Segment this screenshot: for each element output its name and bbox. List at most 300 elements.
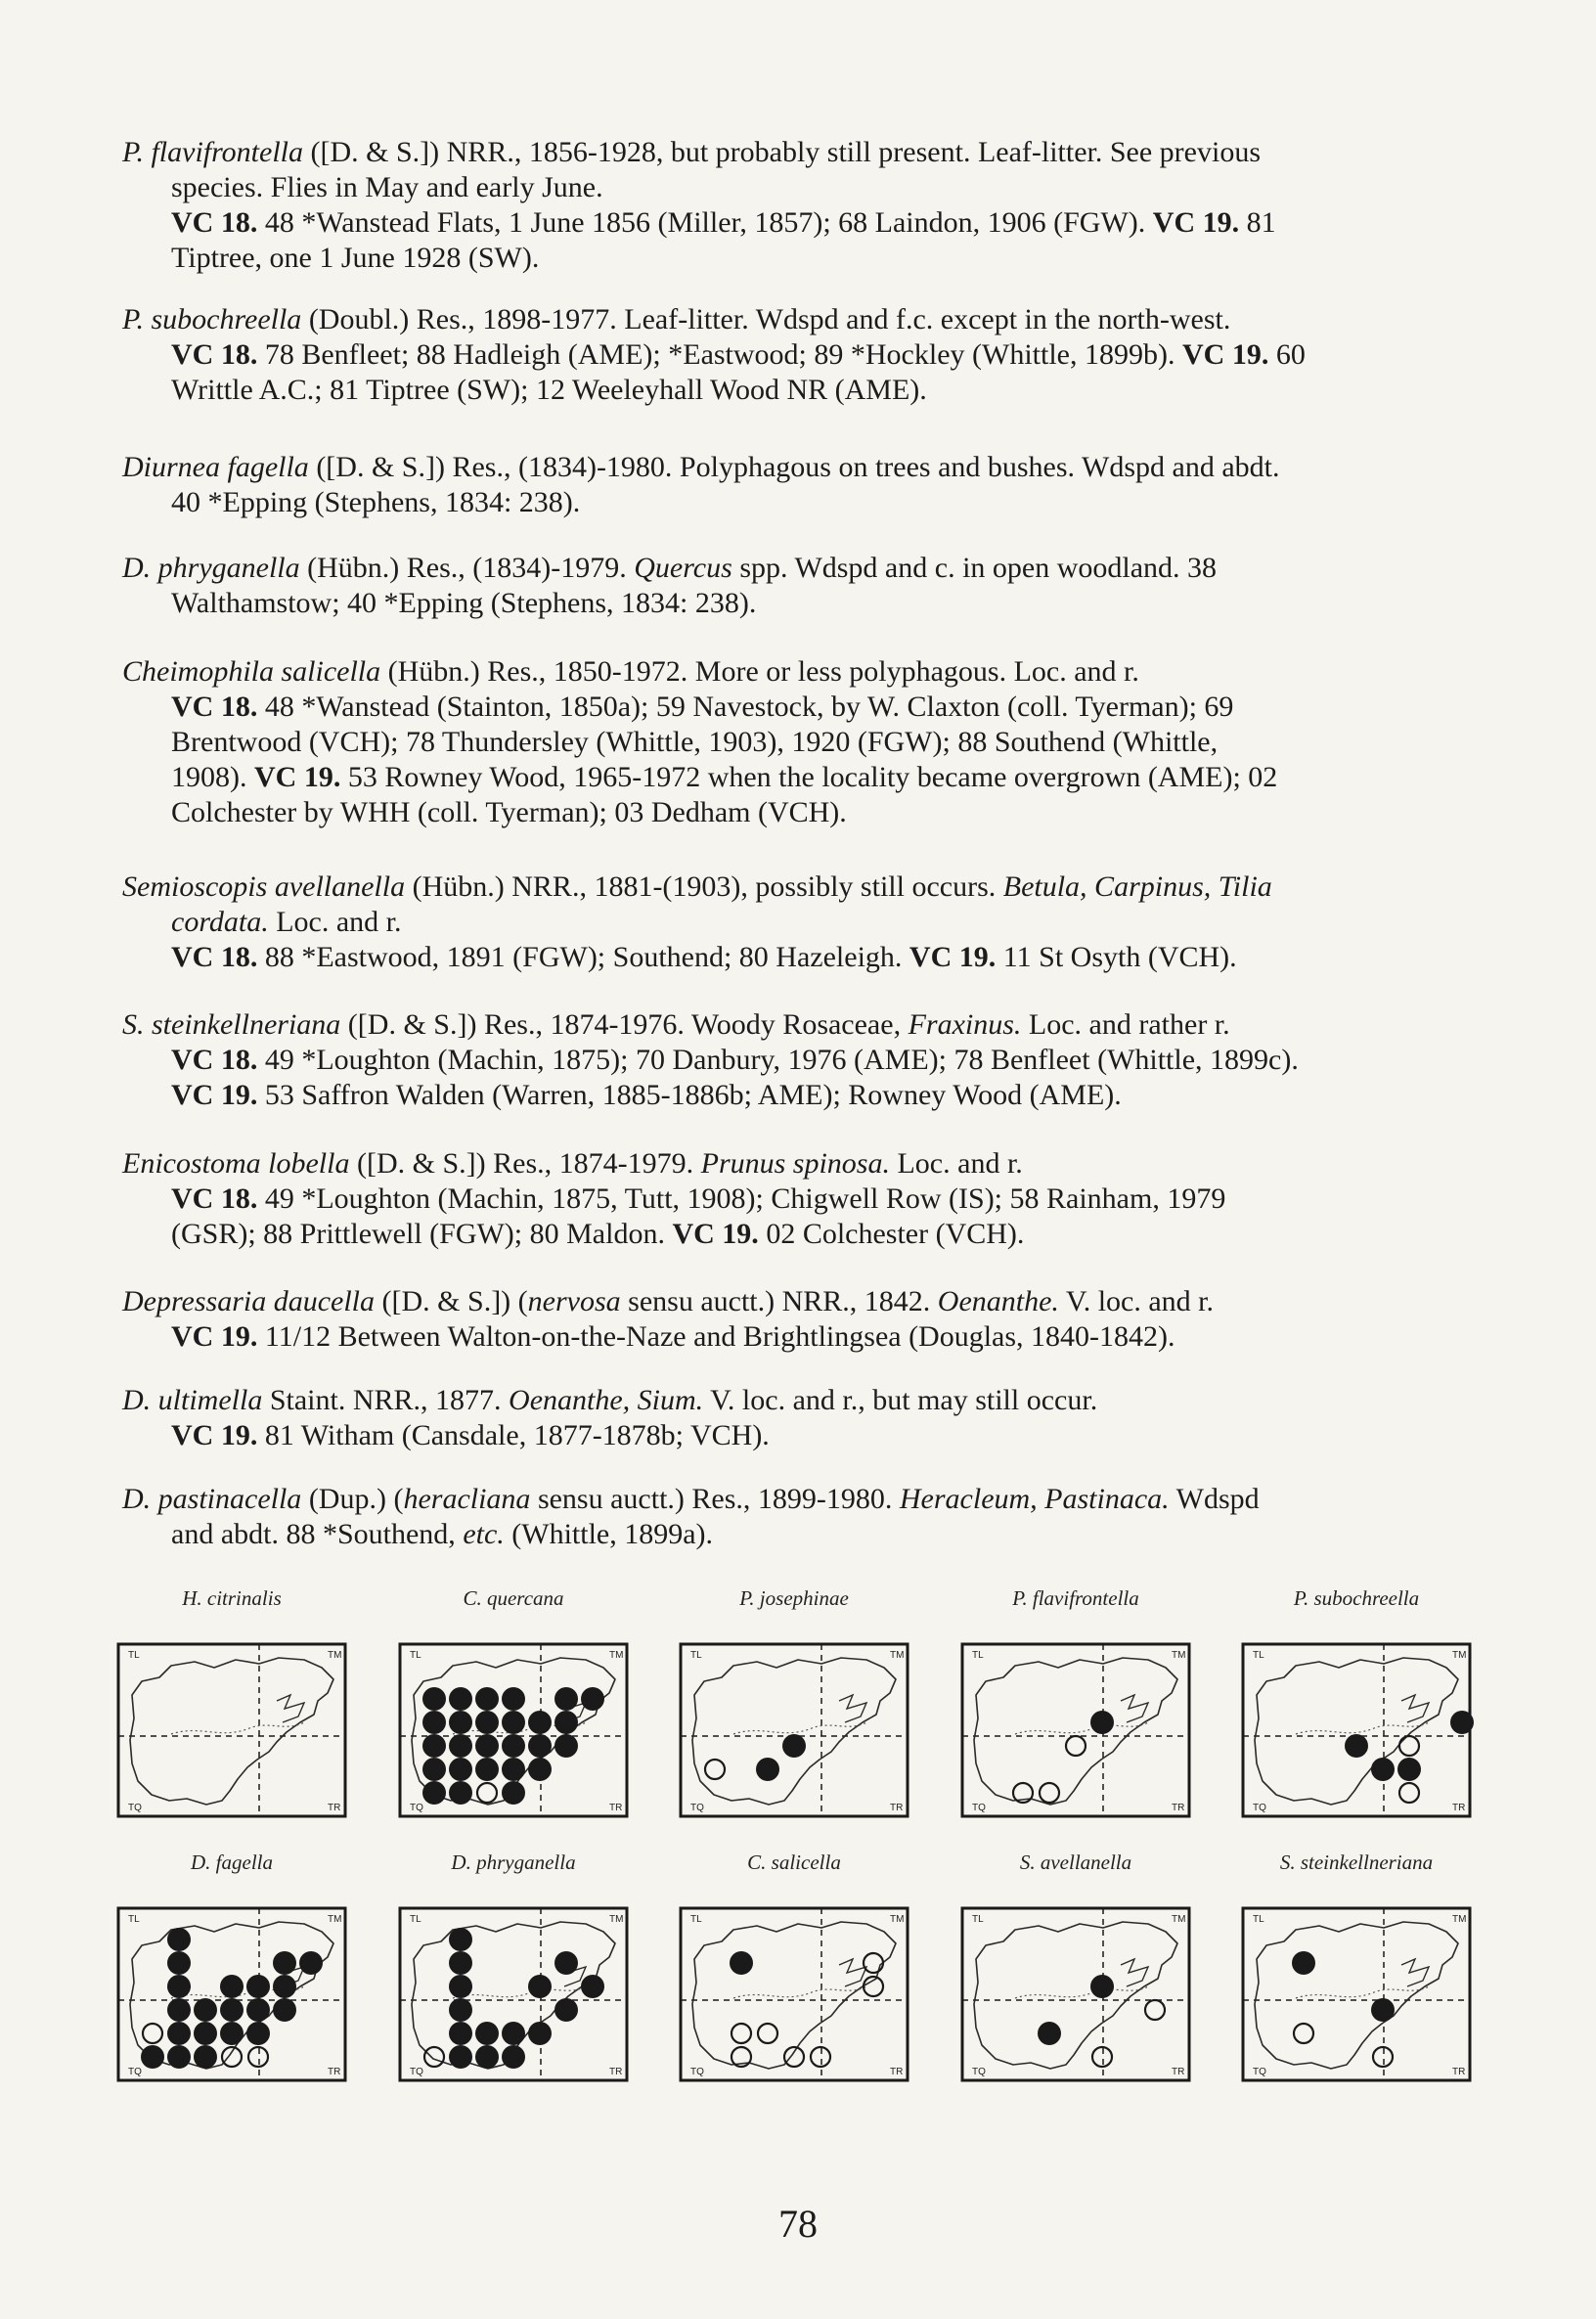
entry-line [122,1217,1491,1252]
record-dot-recent [167,2022,191,2045]
record-dot-recent [554,1951,578,1975]
river-line [453,1986,586,1998]
record-dot-recent [194,1998,217,2022]
grid-square-label: TL [128,1650,140,1661]
record-dot-recent [449,2022,472,2045]
map-title: P. flavifrontella [1012,1586,1139,1610]
record-dot-old [143,2024,162,2043]
map-svg [956,1902,1195,2086]
taxon-name: D. ultimella [122,1384,263,1416]
grid-square-label: TR [328,1803,341,1813]
estuary-line [1121,1959,1148,1986]
record-dot-old [784,2047,804,2067]
entry-line [122,241,1491,276]
map-frame [962,1644,1189,1816]
entry-text: (Hübn.) NRR., 1881-(1903), possibly still occurs. [405,870,1003,903]
record-dot-recent [475,1758,499,1781]
record-dot-recent [246,1998,270,2022]
grid-square-label: TQ [128,1803,142,1813]
page-number: 78 [778,2202,818,2246]
distribution-map [394,1902,633,2086]
entry-text: Loc. and rather r. [1021,1008,1230,1041]
entry-line [122,870,1491,905]
entry-text: 88 *Eastwood, 1891 (FGW); Southend; 80 Hazeleigh. [257,941,909,973]
record-dot-old [222,2047,242,2067]
map-svg [1237,1638,1476,1822]
record-dot-recent [502,1781,525,1805]
entry-text: spp. Wdspd and c. in open woodland. 38 [732,552,1218,584]
entry-text: 1908). [171,761,254,793]
record-dot-recent [449,1758,472,1781]
map-frame [1243,1908,1470,2080]
map-title: P. subochreella [1293,1586,1420,1610]
map-svg [675,1902,913,2086]
record-dot-old [705,1760,725,1779]
record-dot-old [1040,1783,1059,1803]
map-frame [1243,1644,1470,1816]
vice-county-label: VC 18. [171,941,258,973]
entry-text: 02 Colchester (VCH). [758,1218,1025,1250]
record-dot-old [1399,1783,1419,1803]
record-dot-old [1092,2047,1112,2067]
record-dot-recent [246,1975,270,1998]
entry-line [122,1383,1491,1418]
map-title: D. fagella [191,1851,273,1874]
entry-text: ([D. & S.]) Res., 1874-1979. [349,1147,701,1180]
record-dot-recent [449,1781,472,1805]
entry-text: ([D. & S.]) NRR., 1856-1928, but probably still present. Leaf-litter. See previous [303,136,1261,168]
entry-text: ([D. & S.]) ( [375,1285,528,1317]
species-entry [122,450,1491,520]
record-dot-old [811,2047,830,2067]
grid-square-label: TL [690,1650,702,1661]
record-dot-recent [502,1758,525,1781]
record-dot-recent [273,1951,296,1975]
entry-text: and abdt. 88 *Southend, [171,1518,464,1550]
entry-text: Staint. NRR., 1877. [262,1384,510,1416]
estuary-line [277,1695,304,1722]
entry-text: sensu auctt.) NRR., 1842. [620,1285,938,1317]
record-dot-old [424,2047,444,2067]
grid-square-label: TQ [690,1803,704,1813]
record-dot-recent [449,1998,472,2022]
grid-square-label: TM [1452,1914,1467,1925]
record-dot-recent [141,2045,164,2069]
map-svg [1237,1902,1476,2086]
entry-text: species. Flies in May and early June. [171,171,603,203]
entry-text: Writtle A.C.; 81 Tiptree (SW); 12 Weeleyhall Wood NR (AME). [171,374,927,406]
grid-square-label: TL [690,1914,702,1925]
record-dot-recent [730,1951,753,1975]
vice-county-label: VC 19. [254,761,341,793]
record-dot-recent [449,1687,472,1711]
map-svg [956,1638,1195,1822]
entry-text: 48 *Wanstead Flats, 1 June 1856 (Miller, 1857); 68 Laindon, 1906 (FGW). [257,206,1153,239]
taxon-name: Cheimophila salicella [122,655,381,688]
record-dot-old [1294,2024,1313,2043]
species-entry [122,870,1491,975]
vice-county-label: VC 19. [1152,206,1240,239]
entry-text: 40 *Epping (Stephens, 1834: 238). [171,486,581,518]
record-dot-recent [194,2022,217,2045]
distribution-map [112,1902,351,2086]
county-outline [130,1658,333,1805]
record-dot-recent [449,1734,472,1758]
entry-text: Loc. and r. [889,1147,1023,1180]
map-svg [394,1638,633,1822]
record-dot-recent [167,2045,191,2069]
map-svg [675,1638,913,1822]
grid-square-label: TQ [410,1803,423,1813]
taxon-name: P. subochreella [122,303,302,335]
record-dot-recent [581,1687,604,1711]
entry-text: 81 Witham (Cansdale, 1877-1878b; VCH). [257,1419,770,1451]
entry-line [122,654,1491,690]
taxon-name: D. phryganella [122,552,300,584]
entry-line [122,760,1491,795]
grid-square-label: TM [1172,1914,1186,1925]
record-dot-recent [422,1734,446,1758]
record-dot-recent [528,1711,552,1734]
record-dot-recent [449,1975,472,1998]
entry-text: Colchester by WHH (coll. Tyerman); 03 Dedham (VCH). [171,796,847,828]
grid-square-label: TL [1253,1914,1264,1925]
entry-text: (Hübn.) Res., 1850-1972. More or less polyphagous. Loc. and r. [380,655,1139,688]
record-dot-recent [528,2022,552,2045]
entry-text: (Hübn.) Res., (1834)-1979. [299,552,635,584]
record-dot-recent [273,1975,296,1998]
entry-text: 53 Rowney Wood, 1965-1972 when the locality became overgrown (AME); 02 [340,761,1278,793]
taxon-name: heracliana [403,1483,531,1515]
taxon-name: etc. [463,1518,505,1550]
grid-square-label: TR [328,2067,341,2077]
distribution-map [394,1638,633,1822]
record-dot-recent [220,1975,244,1998]
river-line [1296,1722,1429,1734]
record-dot-recent [502,1711,525,1734]
record-dot-recent [554,1998,578,2022]
entry-text: ([D. & S.]) Res., (1834)-1980. Polyphagous on trees and bushes. Wdspd and abdt. [308,451,1280,483]
record-dot-recent [1371,1758,1395,1781]
grid-square-label: TM [609,1914,624,1925]
record-dot-recent [246,2022,270,2045]
grid-square-label: TR [890,2067,904,2077]
entry-line [122,135,1491,170]
record-dot-recent [475,2022,499,2045]
species-entry [122,302,1491,408]
grid-square-label: TM [1172,1650,1186,1661]
record-dot-old [1066,1736,1086,1756]
distribution-map [675,1902,913,2086]
entry-line [122,586,1491,621]
species-entry [122,135,1491,276]
entry-text: Tiptree, one 1 June 1928 (SW). [171,242,540,274]
entry-line [122,1284,1491,1319]
record-dot-recent [475,1734,499,1758]
record-dot-recent [1090,1711,1114,1734]
entry-text: 11/12 Between Walton-on-the-Naze and Brightlingsea (Douglas, 1840-1842). [257,1320,1175,1353]
entry-text: sensu auctt.) Res., 1899-1980. [530,1483,900,1515]
species-entry [122,1284,1491,1355]
entry-text: 48 *Wanstead (Stainton, 1850a); 59 Navestock, by W. Claxton (coll. Tyerman); 69 [257,691,1234,723]
taxon-name: Enicostoma lobella [122,1147,350,1180]
estuary-line [1401,1959,1429,1986]
estuary-line [1121,1695,1148,1722]
county-outline [974,1922,1177,2069]
record-dot-old [758,2024,777,2043]
record-dot-recent [449,1928,472,1951]
record-dot-recent [167,1975,191,1998]
record-dot-recent [528,1975,552,1998]
entry-text: Loc. and r. [268,906,402,938]
entry-line [122,1482,1491,1517]
taxon-name: Oenanthe, Sium. [509,1384,704,1416]
record-dot-recent [273,1998,296,2022]
entry-line [122,1182,1491,1217]
taxon-name: Depressaria daucella [122,1285,376,1317]
taxon-name: Quercus [634,552,732,584]
record-dot-recent [502,1734,525,1758]
grid-square-label: TM [890,1650,905,1661]
taxon-name: S. steinkellneriana [122,1008,341,1041]
taxon-name: nervosa [527,1285,621,1317]
map-title: D. phryganella [451,1851,576,1874]
grid-square-label: TL [410,1914,421,1925]
entry-line [122,1517,1491,1552]
record-dot-recent [528,1734,552,1758]
record-dot-recent [475,1687,499,1711]
entry-text: Wdspd [1169,1483,1260,1515]
record-dot-old [248,2047,268,2067]
grid-square-label: TQ [410,2067,423,2077]
taxon-name: cordata. [171,906,269,938]
record-dot-recent [1038,2022,1061,2045]
species-entry [122,1482,1491,1552]
taxon-name: Prunus spinosa. [700,1147,890,1180]
river-line [1296,1986,1429,1998]
entry-text: 78 Benfleet; 88 Hadleigh (AME); *Eastwood; 89 *Hockley (Whittle, 1899b). [257,338,1182,371]
vice-county-label: VC 19. [909,941,997,973]
entry-line [122,302,1491,337]
entry-line [122,485,1491,520]
grid-square-label: TR [1452,1803,1466,1813]
record-dot-recent [1371,1998,1395,2022]
vice-county-label: VC 18. [171,206,258,239]
entry-text: V. loc. and r. [1058,1285,1214,1317]
vice-county-label: VC 19. [171,1079,258,1111]
entry-text: (Dup.) ( [301,1483,404,1515]
entry-line [122,940,1491,975]
grid-square-label: TL [972,1914,984,1925]
grid-square-label: TL [972,1650,984,1661]
entry-line [122,1007,1491,1043]
vice-county-label: VC 18. [171,338,258,371]
vice-county-label: VC 19. [171,1419,258,1451]
grid-square-label: TR [890,1803,904,1813]
record-dot-recent [299,1951,323,1975]
entry-line [122,551,1491,586]
entry-text: 11 St Osyth (VCH). [996,941,1237,973]
record-dot-old [477,1783,497,1803]
grid-square-label: TL [1253,1650,1264,1661]
entry-text: (Doubl.) Res., 1898-1977. Leaf-litter. Wdspd and f.c. except in the north-west. [301,303,1231,335]
species-entry [122,654,1491,830]
map-svg [112,1902,351,2086]
map-frame [681,1908,908,2080]
record-dot-recent [782,1734,806,1758]
taxon-name: Betula, Carpinus, Tilia [1002,870,1272,903]
taxon-name: Fraxinus. [908,1008,1022,1041]
grid-square-label: TQ [128,2067,142,2077]
vice-county-label: VC 19. [672,1218,759,1250]
map-title: C. salicella [747,1851,841,1874]
county-outline [692,1658,896,1805]
grid-square-label: TR [1172,2067,1185,2077]
entry-line [122,1319,1491,1355]
record-dot-recent [194,2045,217,2069]
entry-line [122,205,1491,241]
grid-square-label: TQ [972,2067,986,2077]
taxon-name: Heracleum, Pastinaca. [899,1483,1170,1515]
entry-text: 53 Saffron Walden (Warren, 1885-1886b; AME); Rowney Wood (AME). [257,1079,1122,1111]
record-dot-recent [422,1711,446,1734]
map-title: C. quercana [463,1586,564,1610]
river-line [733,1986,866,1998]
estuary-line [1401,1695,1429,1722]
river-line [171,1722,304,1734]
record-dot-recent [1345,1734,1368,1758]
record-dot-recent [422,1758,446,1781]
distribution-map [1237,1638,1476,1822]
species-entry [122,1007,1491,1113]
vice-county-label: VC 18. [171,691,258,723]
map-frame [681,1644,908,1816]
river-line [1015,1986,1148,1998]
grid-square-label: TQ [1253,2067,1266,2077]
grid-square-label: TQ [1253,1803,1266,1813]
record-dot-recent [1090,1975,1114,1998]
entry-line [122,905,1491,940]
map-frame [118,1644,345,1816]
map-title: P. josephinae [739,1586,849,1610]
entry-line [122,170,1491,205]
vice-county-label: VC 18. [171,1044,258,1076]
entry-text: 60 [1268,338,1306,371]
grid-square-label: TR [1172,1803,1185,1813]
entry-line [122,690,1491,725]
grid-square-label: TL [128,1914,140,1925]
grid-square-label: TQ [972,1803,986,1813]
entry-text: (GSR); 88 Prittlewell (FGW); 80 Maldon. [171,1218,673,1250]
grid-square-label: TM [890,1914,905,1925]
record-dot-recent [1292,1951,1315,1975]
entry-text: ([D. & S.]) Res., 1874-1976. Woody Rosaceae, [340,1008,909,1041]
river-line [1015,1722,1148,1734]
taxon-name: P. flavifrontella [122,136,303,168]
grid-square-label: TR [609,2067,623,2077]
map-frame [962,1908,1189,2080]
entry-line [122,725,1491,760]
estuary-line [839,1695,866,1722]
distribution-map [956,1902,1195,2086]
map-title: S. steinkellneriana [1279,1851,1434,1874]
entry-text: Brentwood (VCH); 78 Thundersley (Whittle, 1903), 1920 (FGW); 88 Southend (Whittle, [171,726,1219,758]
record-dot-recent [502,1687,525,1711]
record-dot-recent [167,1951,191,1975]
river-line [733,1722,866,1734]
record-dot-recent [475,2045,499,2069]
entry-line [122,337,1491,373]
record-dot-old [864,1953,883,1973]
record-dot-recent [449,2045,472,2069]
entry-line [122,1418,1491,1453]
record-dot-old [732,2024,751,2043]
record-dot-recent [167,1998,191,2022]
record-dot-old [1145,2000,1165,2020]
entry-text: 49 *Loughton (Machin, 1875, Tutt, 1908); Chigwell Row (IS); 58 Rainham, 1979 [257,1182,1226,1215]
record-dot-recent [1397,1758,1421,1781]
map-svg [394,1902,633,2086]
record-dot-recent [422,1781,446,1805]
record-dot-recent [502,2045,525,2069]
record-dot-recent [554,1687,578,1711]
taxon-name: Oenanthe. [937,1285,1059,1317]
grid-square-label: TR [1452,2067,1466,2077]
vice-county-label: VC 19. [171,1320,258,1353]
species-entry [122,1383,1491,1453]
entry-line [122,373,1491,408]
distribution-map [1237,1902,1476,2086]
map-title: S. avellanella [1019,1851,1132,1874]
distribution-map [112,1638,351,1822]
entry-text: 49 *Loughton (Machin, 1875); 70 Danbury, 1976 (AME); 78 Benfleet (Whittle, 1899c). [257,1044,1299,1076]
taxon-name: Diurnea fagella [122,451,309,483]
entry-line [122,795,1491,830]
grid-square-label: TM [328,1650,342,1661]
record-dot-recent [554,1734,578,1758]
species-entry [122,1146,1491,1252]
entry-text: 81 [1239,206,1276,239]
grid-square-label: TM [328,1914,342,1925]
entry-line [122,1146,1491,1182]
estuary-line [839,1959,866,1986]
record-dot-old [1373,2047,1393,2067]
map-title: H. citrinalis [182,1586,282,1610]
entry-text: Walthamstow; 40 *Epping (Stephens, 1834: 238). [171,587,757,619]
vice-county-label: VC 18. [171,1182,258,1215]
entry-text: V. loc. and r., but may still occur. [703,1384,1098,1416]
grid-square-label: TQ [690,2067,704,2077]
species-entry [122,551,1491,621]
record-dot-recent [528,1758,552,1781]
record-dot-recent [220,1998,244,2022]
record-dot-old [1399,1736,1419,1756]
grid-square-label: TM [609,1650,624,1661]
county-outline [1255,1922,1458,2069]
distribution-map [675,1638,913,1822]
grid-square-label: TR [609,1803,623,1813]
map-svg [112,1638,351,1822]
record-dot-recent [1450,1711,1474,1734]
county-outline [1255,1658,1458,1805]
record-dot-recent [220,2022,244,2045]
entry-line [122,1043,1491,1078]
vice-county-label: VC 19. [1181,338,1269,371]
entry-text: (Whittle, 1899a). [504,1518,714,1550]
entry-line [122,1078,1491,1113]
taxon-name: Semioscopis avellanella [122,870,406,903]
record-dot-recent [581,1975,604,1998]
